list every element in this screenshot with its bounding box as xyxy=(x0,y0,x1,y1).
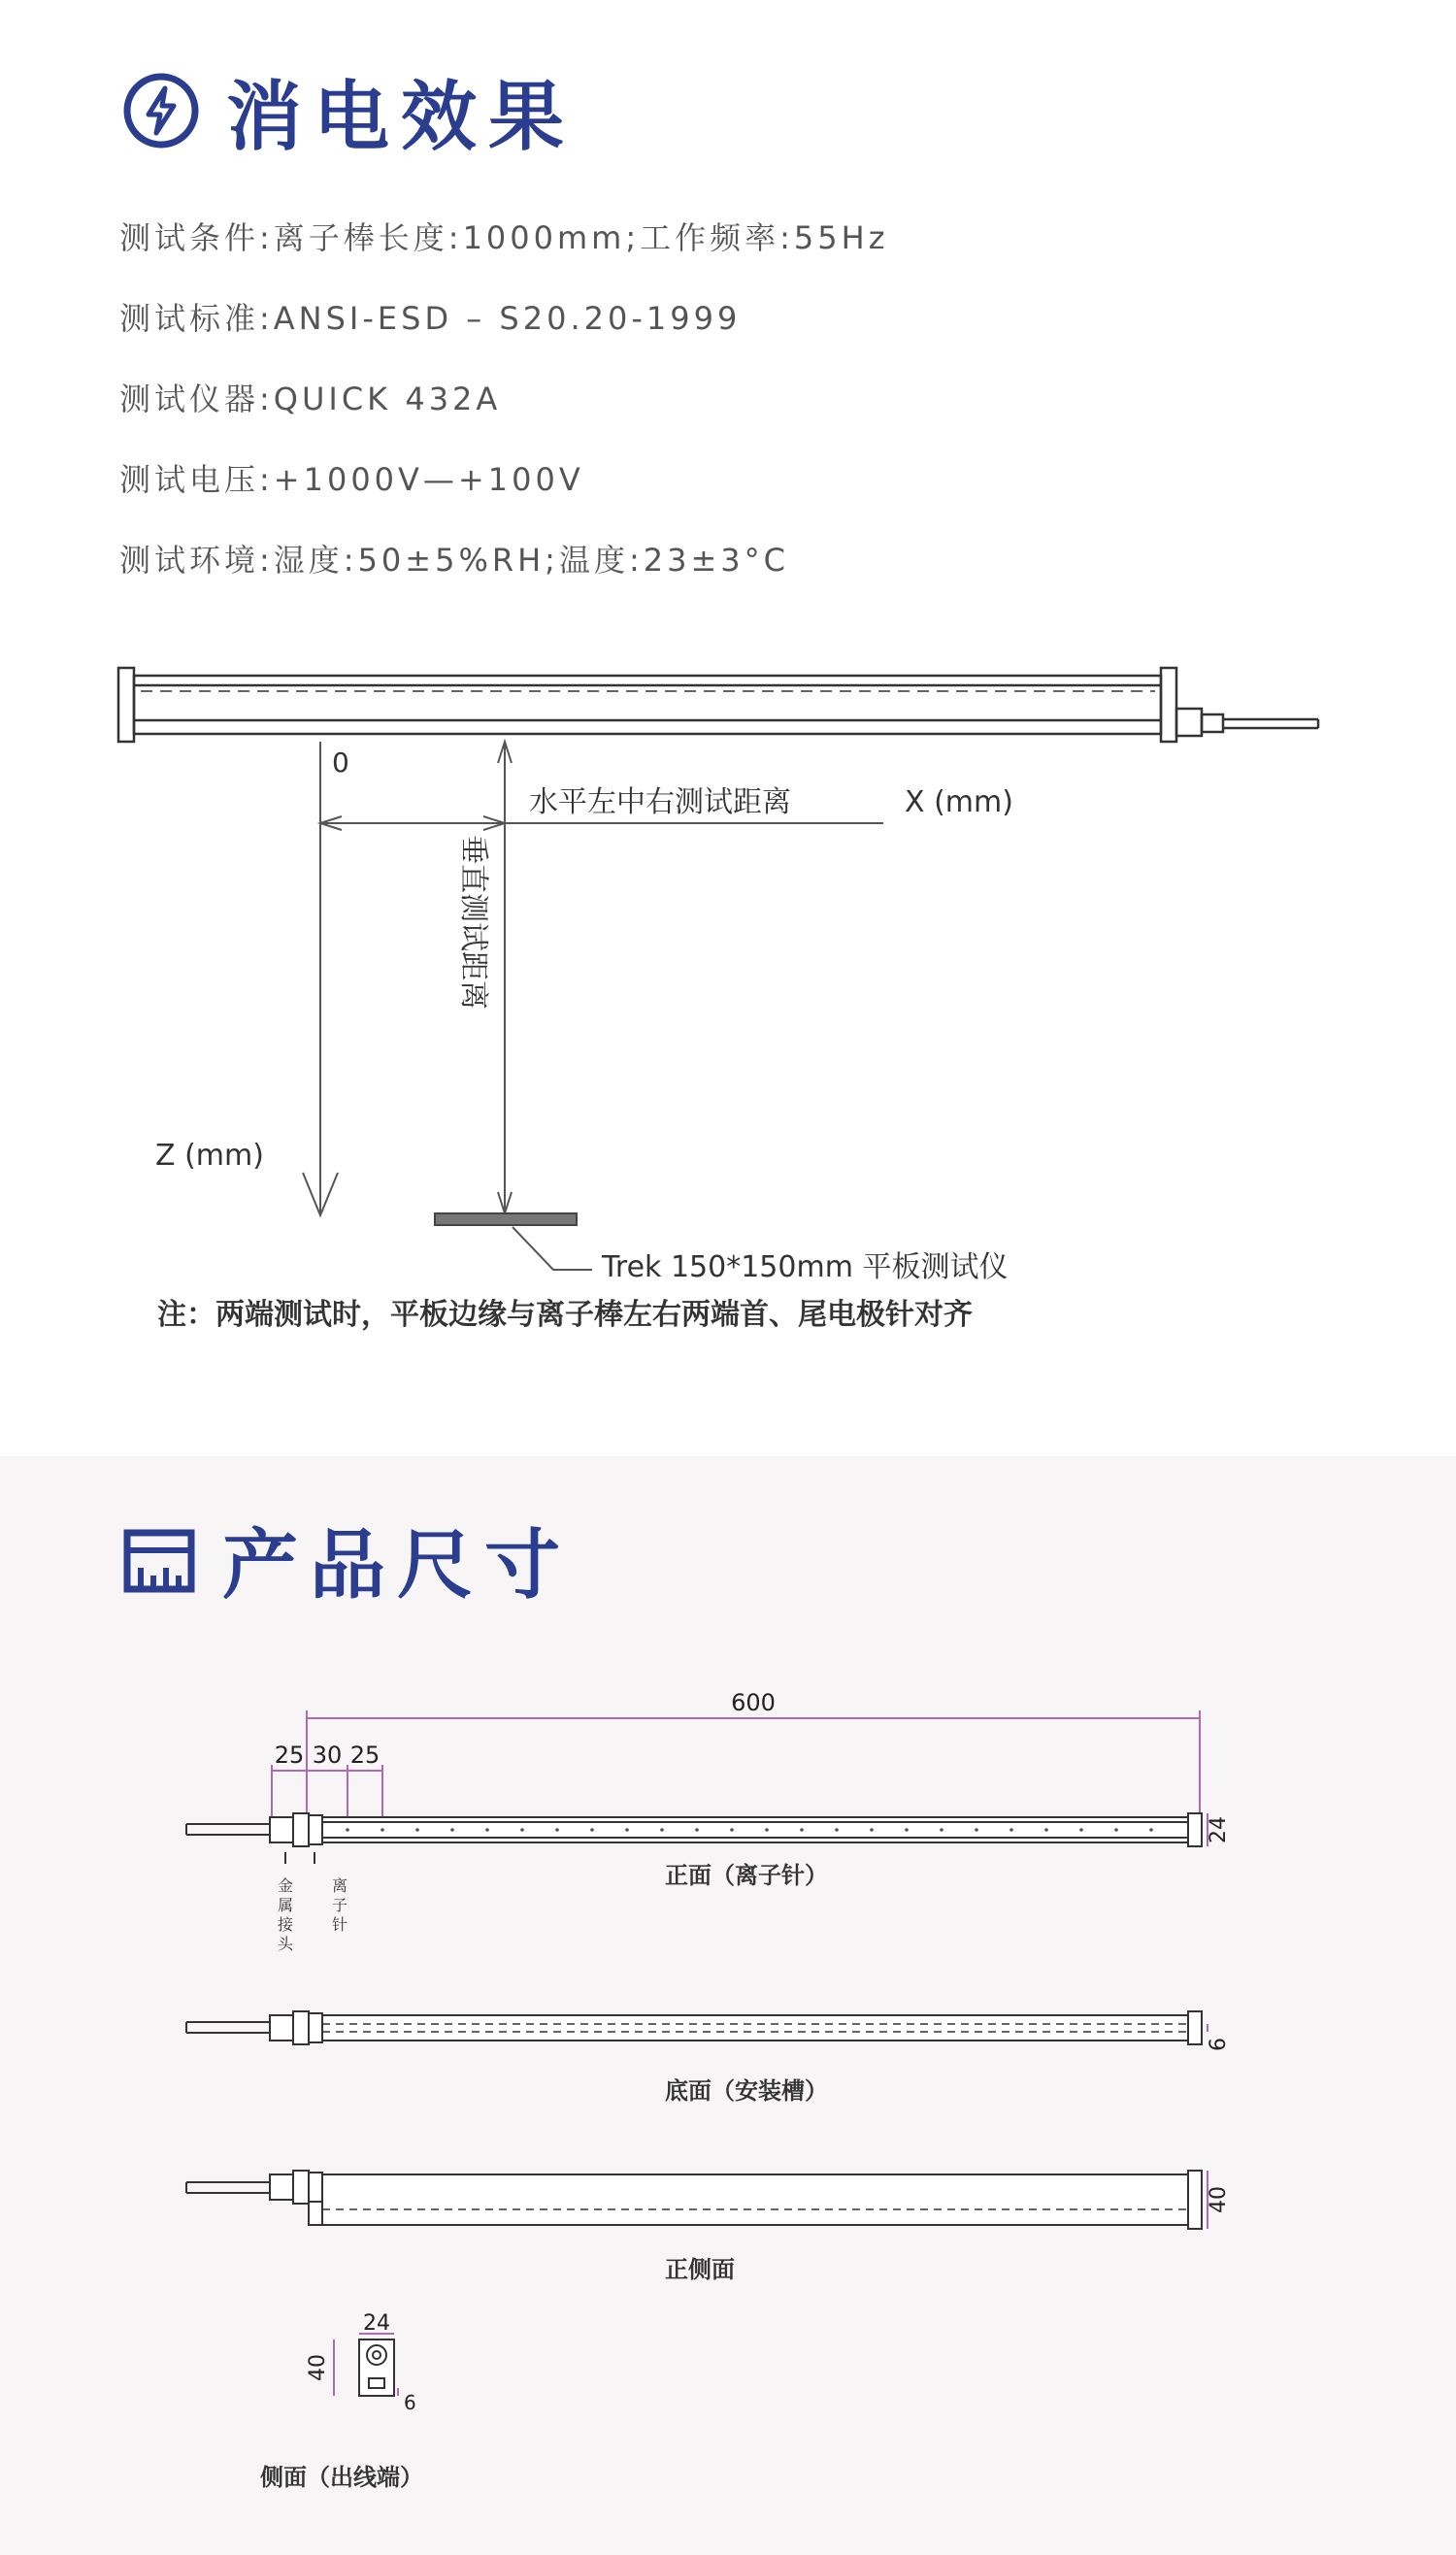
metal-connector-label xyxy=(278,1876,294,1953)
svg-text:离: 离 xyxy=(331,1876,348,1895)
ion-needle-dot xyxy=(555,1828,559,1832)
horizontal-distance-label: 水平左中右测试距离 xyxy=(529,785,791,819)
ion-needle-dot xyxy=(1114,1828,1118,1832)
plate-label: Trek 150*150mm 平板测试仪 xyxy=(602,1250,1009,1284)
test-plate xyxy=(435,1213,577,1225)
end-view-drawing xyxy=(260,2311,423,2491)
front-view-label: 正面（离子针） xyxy=(665,1862,828,1889)
ion-bar-drawing xyxy=(118,668,1318,742)
dimension-drawings xyxy=(0,1456,1456,2555)
ion-needle-dot xyxy=(660,1828,664,1832)
ion-needle-label xyxy=(332,1876,347,1934)
spec-test-voltage: 测试电压:+1000V—+100V xyxy=(119,461,584,498)
dim-front-height: 24 xyxy=(1207,1816,1231,1843)
ion-needle-dot xyxy=(520,1828,524,1832)
side-view-drawing xyxy=(186,2171,1231,2283)
ion-needle-dot xyxy=(1149,1828,1153,1832)
vertical-distance-label: 垂直测试距离 xyxy=(456,835,490,1010)
section-title: 消电效果 xyxy=(226,74,577,161)
dim-side-height: 40 xyxy=(1207,2186,1231,2213)
ion-needle-dot xyxy=(765,1828,769,1832)
ion-needle-dot xyxy=(1079,1828,1083,1832)
dim-d1: 25 xyxy=(274,1742,305,1769)
spec-test-condition: 测试条件:离子棒长度:1000mm;工作频率:55Hz xyxy=(119,219,889,256)
svg-text:头: 头 xyxy=(277,1935,294,1953)
test-note: 注：两端测试时，平板边缘与离子棒左右两端首、尾电极针对齐 xyxy=(157,1298,973,1332)
dim-end-bottom: 6 xyxy=(404,2391,416,2414)
ion-needle-dot xyxy=(625,1828,629,1832)
dim-bottom-height: 6 xyxy=(1207,2038,1231,2051)
end-view-label: 侧面（出线端） xyxy=(260,2464,423,2491)
x-axis-label: X (mm) xyxy=(905,785,1013,819)
ion-needle-dot xyxy=(975,1828,978,1832)
section-title: 产品尺寸 xyxy=(222,1522,573,1609)
ion-needle-dot xyxy=(1044,1828,1048,1832)
dim-end-width: 24 xyxy=(363,2311,390,2336)
svg-text:子: 子 xyxy=(331,1896,348,1914)
ion-needle-dot xyxy=(590,1828,594,1832)
dim-d2: 30 xyxy=(312,1742,343,1769)
ion-needle-dot xyxy=(415,1828,419,1832)
dim-length: 600 xyxy=(731,1689,776,1716)
ion-needle-dot xyxy=(905,1828,909,1832)
svg-text:针: 针 xyxy=(331,1915,348,1934)
origin-label: 0 xyxy=(332,747,349,779)
ion-needle-dot xyxy=(835,1828,839,1832)
ion-needle-dot xyxy=(800,1828,804,1832)
dim-d3: 25 xyxy=(349,1742,381,1769)
svg-text:金: 金 xyxy=(277,1876,294,1895)
spec-test-standard: 测试标准:ANSI-ESD – S20.20-1999 xyxy=(119,300,742,337)
z-axis-label: Z (mm) xyxy=(155,1139,264,1173)
ion-needle-dot xyxy=(450,1828,454,1832)
ion-needle-dot xyxy=(730,1828,734,1832)
ion-needle-dot xyxy=(940,1828,943,1832)
bottom-view-drawing xyxy=(186,2011,1231,2105)
side-view-label: 正侧面 xyxy=(665,2256,735,2283)
ion-needle-dot xyxy=(870,1828,874,1832)
ion-needle-dot xyxy=(485,1828,489,1832)
spec-test-instrument: 测试仪器:QUICK 432A xyxy=(119,381,502,417)
bottom-view-label: 底面（安装槽） xyxy=(665,2077,828,2105)
dim-end-height: 40 xyxy=(306,2354,330,2381)
svg-text:属: 属 xyxy=(277,1896,294,1914)
front-view-drawing xyxy=(186,1689,1231,1889)
product-size-section xyxy=(0,1456,1456,2555)
ion-needle-dot xyxy=(346,1828,349,1832)
ion-needle-dot xyxy=(695,1828,699,1832)
spec-test-environment: 测试环境:湿度:50±5%RH;温度:23±3°C xyxy=(119,542,789,579)
ion-needle-dot xyxy=(1009,1828,1013,1832)
ion-needle-dot xyxy=(381,1828,384,1832)
svg-text:接: 接 xyxy=(277,1915,294,1934)
